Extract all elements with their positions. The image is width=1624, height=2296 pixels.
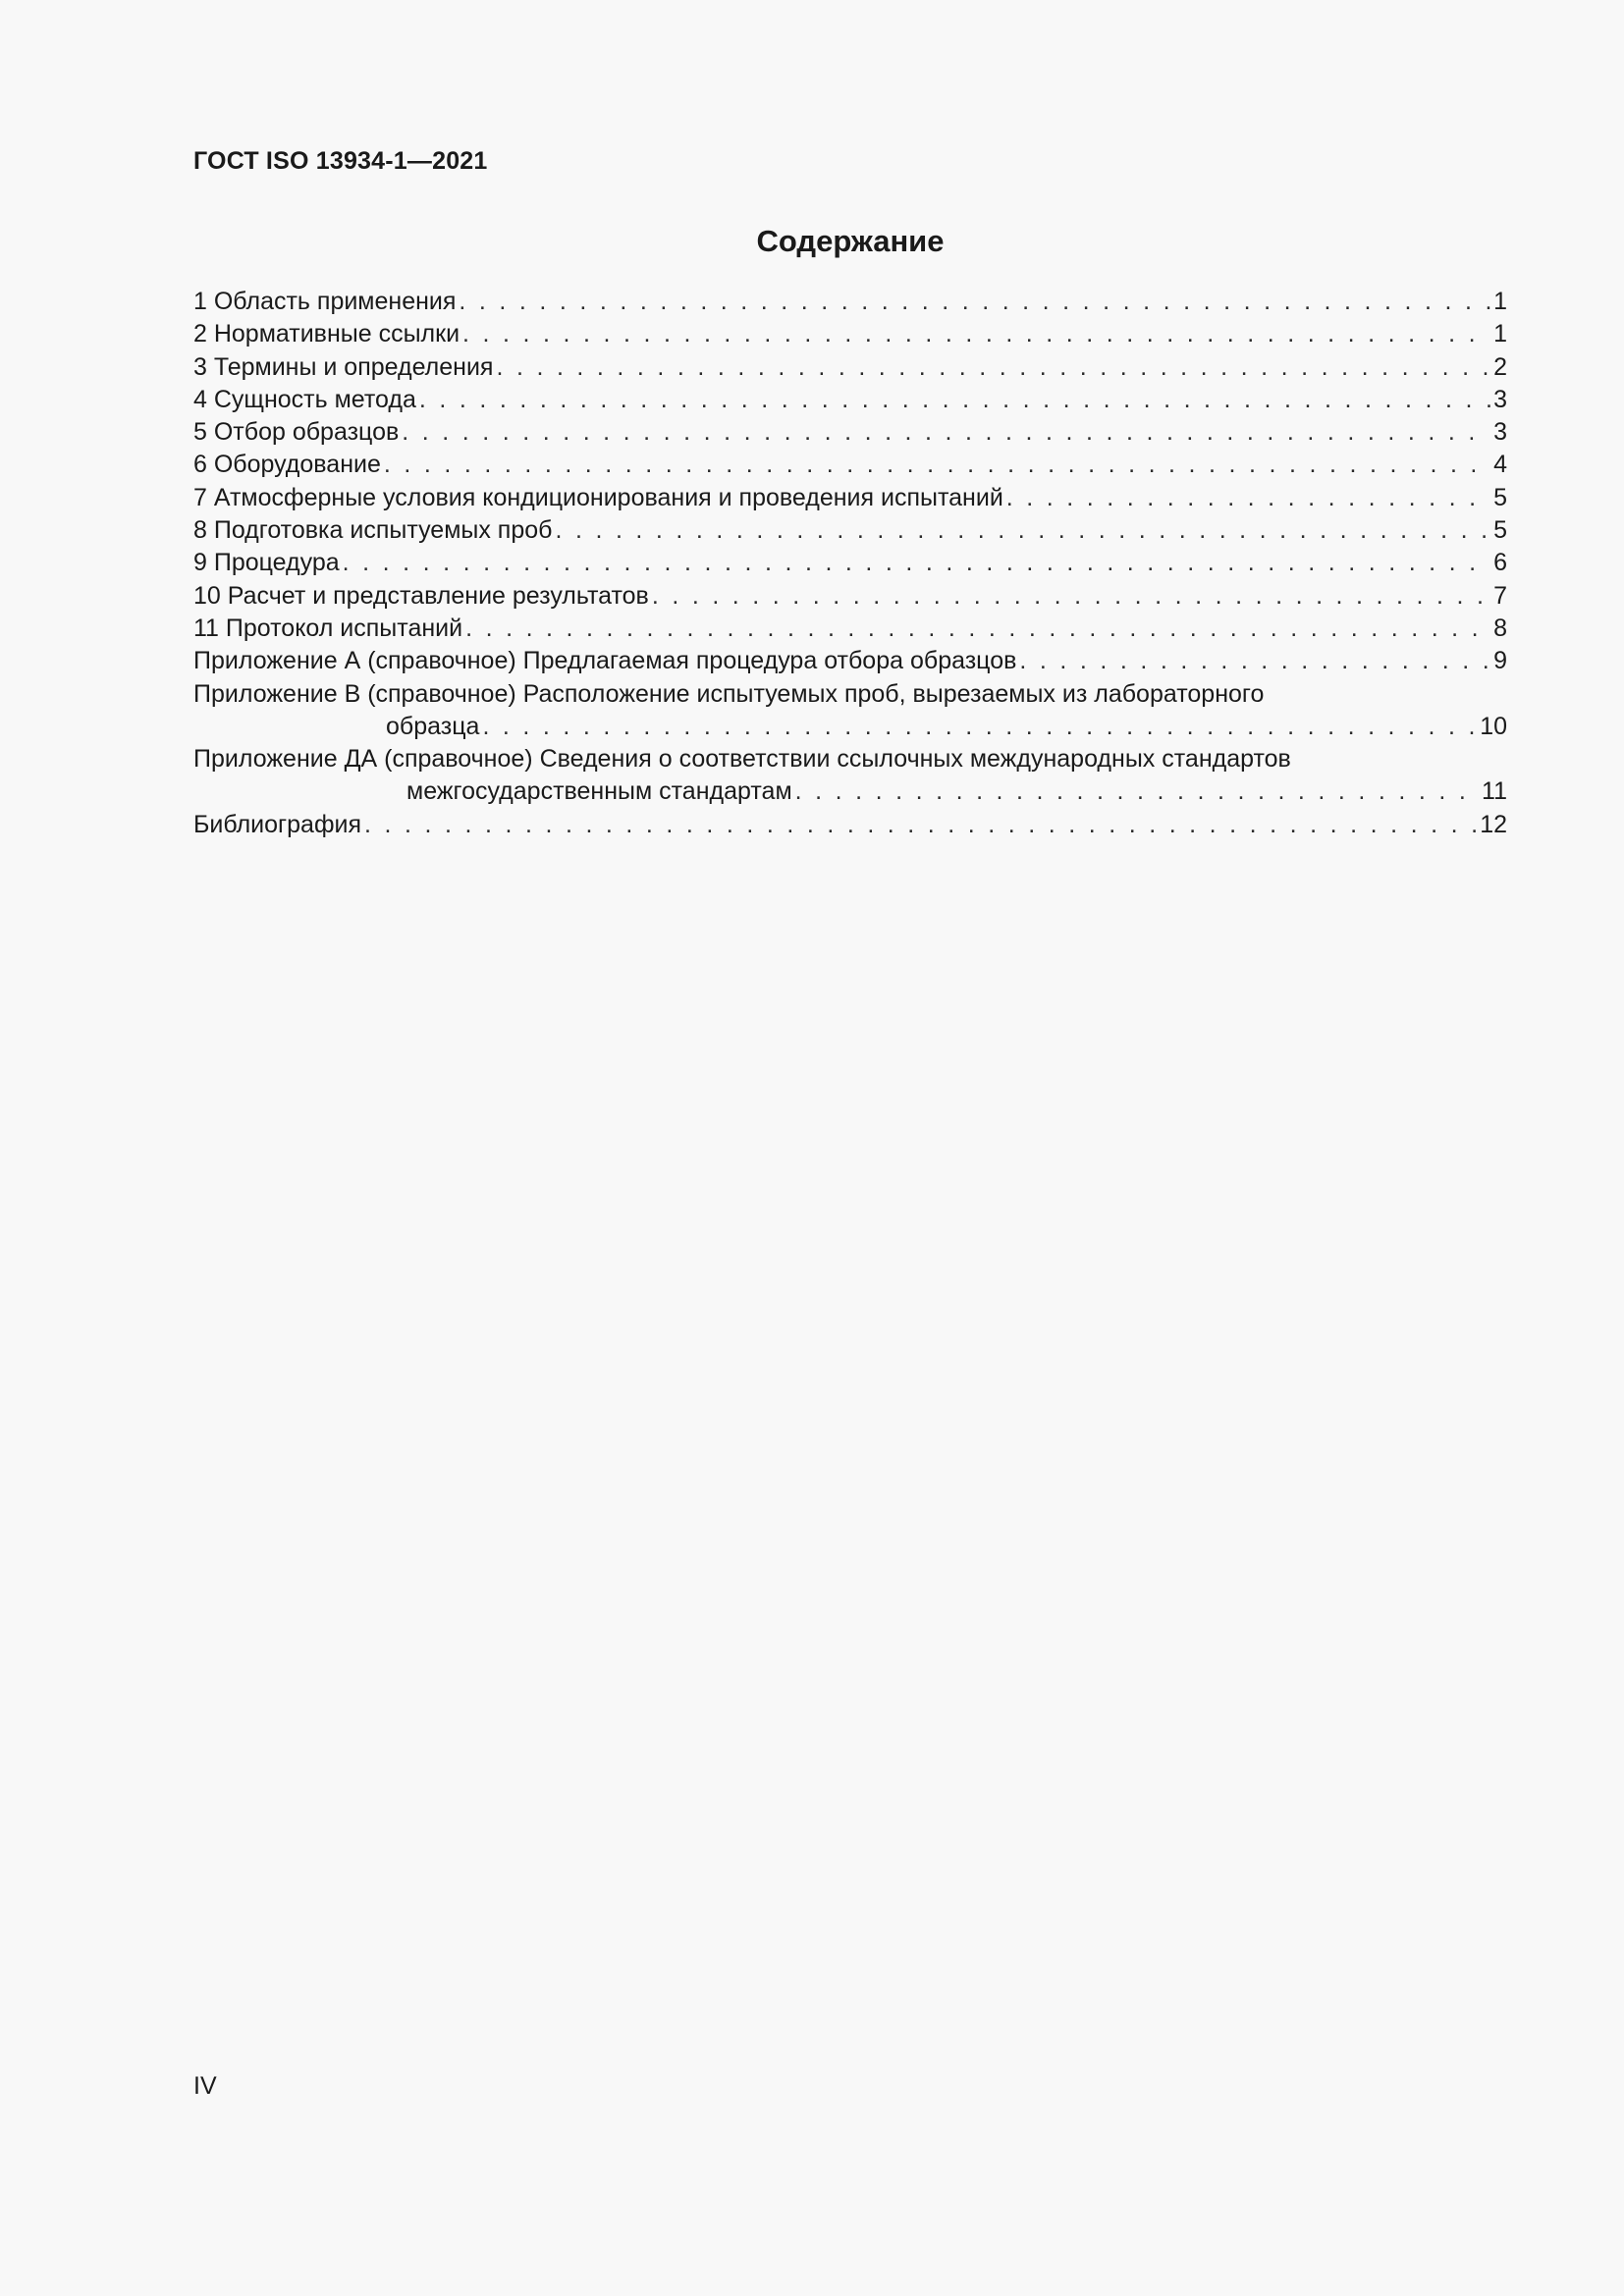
toc-entry-label: 6 Оборудование xyxy=(193,451,381,479)
dot-leader xyxy=(462,318,1490,350)
dot-leader xyxy=(482,711,1477,743)
toc-entry-2[interactable] xyxy=(193,318,1507,350)
toc-entry-continuation xyxy=(193,711,1507,743)
toc-entry-page: 10 xyxy=(1480,712,1507,740)
toc-entry-page: 5 xyxy=(1493,516,1507,545)
dot-leader xyxy=(1019,645,1490,677)
toc-entry-label: 7 Атмосферные условия кондиционирования и проведения испытаний xyxy=(193,483,1003,511)
dot-leader xyxy=(496,351,1490,384)
toc-entry-annex-b[interactable] xyxy=(193,678,1507,744)
document-id-header: ГОСТ ISO 13934-1—2021 xyxy=(193,147,488,175)
toc-entry-6[interactable] xyxy=(193,449,1507,481)
toc-entry-8[interactable] xyxy=(193,514,1507,547)
dot-leader xyxy=(364,809,1477,841)
toc-entry-11[interactable] xyxy=(193,613,1507,645)
toc-entry-7[interactable] xyxy=(193,482,1507,514)
toc-entry-page: 8 xyxy=(1493,614,1507,642)
table-of-contents xyxy=(193,286,1507,841)
toc-entry-label-line1: Приложение ДА (справочное) Сведения о соответствии ссылочных международных стандартов xyxy=(193,745,1291,774)
toc-entry-page: 7 xyxy=(1493,581,1507,610)
dot-leader xyxy=(465,613,1490,645)
toc-entry-1[interactable] xyxy=(193,286,1507,318)
page-number: IV xyxy=(193,2072,217,2100)
toc-entry-label-line2: межгосударственным стандартам xyxy=(406,777,792,806)
toc-entry-page: 6 xyxy=(1493,549,1507,577)
toc-entry-label: 8 Подготовка испытуемых проб xyxy=(193,516,553,545)
toc-entry-continuation xyxy=(193,775,1507,808)
dot-leader xyxy=(555,514,1490,547)
toc-entry-10[interactable] xyxy=(193,580,1507,613)
toc-entry-4[interactable] xyxy=(193,384,1507,416)
toc-entry-page: 12 xyxy=(1480,810,1507,838)
toc-entry-label: 11 Протокол испытаний xyxy=(193,614,463,642)
toc-entry-page: 11 xyxy=(1482,777,1507,806)
dot-leader xyxy=(402,416,1490,449)
toc-entry-page: 1 xyxy=(1493,288,1507,315)
toc-entry-page: 2 xyxy=(1493,352,1507,381)
toc-entry-page: 3 xyxy=(1493,385,1507,413)
toc-entry-label: 3 Термины и определения xyxy=(193,352,494,381)
toc-entry-label: 1 Область применения xyxy=(193,288,457,315)
toc-entry-label: 10 Расчет и представление результатов xyxy=(193,581,649,610)
dot-leader xyxy=(343,547,1490,579)
dot-leader xyxy=(459,286,1490,318)
toc-entry-page: 3 xyxy=(1493,418,1507,447)
toc-entry-label: 9 Процедура xyxy=(193,549,340,577)
toc-entry-label: Библиография xyxy=(193,810,362,838)
toc-entry-annex-da[interactable] xyxy=(193,743,1507,809)
toc-entry-bibliography[interactable] xyxy=(193,809,1507,841)
toc-entry-3[interactable] xyxy=(193,351,1507,384)
toc-entry-label-line1: Приложение В (справочное) Расположение испытуемых проб, вырезаемых из лабораторного xyxy=(193,679,1265,708)
toc-entry-9[interactable] xyxy=(193,547,1507,579)
dot-leader xyxy=(384,449,1490,481)
toc-entry-page: 5 xyxy=(1493,483,1507,511)
dot-leader xyxy=(419,384,1490,416)
dot-leader xyxy=(795,775,1479,808)
toc-entry-label: 2 Нормативные ссылки xyxy=(193,320,460,348)
toc-entry-label: Приложение А (справочное) Предлагаемая процедура отбора образцов xyxy=(193,647,1017,675)
toc-entry-label: 4 Сущность метода xyxy=(193,385,416,413)
toc-entry-page: 4 xyxy=(1493,451,1507,479)
toc-entry-label-line2: образца xyxy=(386,712,480,740)
toc-entry-annex-a[interactable] xyxy=(193,645,1507,677)
toc-title: Содержание xyxy=(756,224,945,258)
toc-entry-page: 1 xyxy=(1493,320,1507,348)
toc-entry-5[interactable] xyxy=(193,416,1507,449)
dot-leader xyxy=(652,580,1490,613)
toc-entry-page: 9 xyxy=(1493,647,1507,675)
toc-entry-label: 5 Отбор образцов xyxy=(193,418,400,447)
dot-leader xyxy=(1006,482,1490,514)
